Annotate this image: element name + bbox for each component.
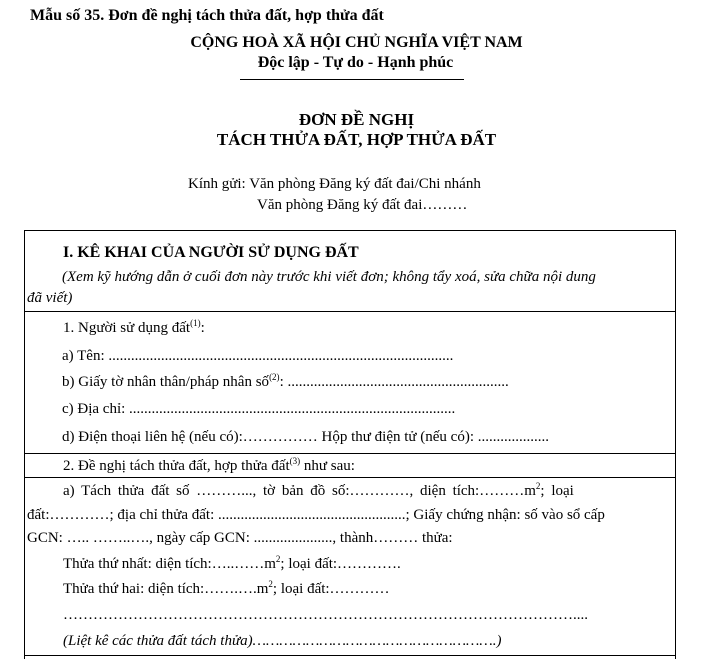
- table-right-border: [675, 230, 676, 659]
- row-divider-1: [24, 311, 676, 312]
- document-title-line1: ĐƠN ĐỀ NGHỊ: [298, 110, 415, 129]
- section-note-line1: (Xem kỹ hướng dẫn ở cuối đơn này trước khi viết đơn; không tẩy xoá, sửa chữa nội dung: [62, 269, 596, 285]
- id-document-field: b) Giấy tờ nhân thân/pháp nhân số$^{(2)}$: ...........................................................: [62, 372, 509, 390]
- section-note-line2: đã viết): [27, 290, 73, 306]
- row-divider-2: [24, 453, 676, 454]
- request-heading: 2. Đề nghị tách thửa đất, hợp thửa đất$^{(3)}$ như sau:: [63, 456, 355, 474]
- form-number-label: Mẫu số 35. Đơn đề nghị tách thửa đất, hợp thửa đất: [30, 7, 384, 24]
- split-plot-line3: GCN: ….. ……..…., ngày cấp GCN: ....................., thành……… thửa:: [27, 530, 453, 546]
- row-divider-4: [24, 655, 676, 656]
- plot-one-field: Thửa thứ nhất: diện $tích:\dots..\dots\dots m^2$; loại đất:………….: [63, 554, 401, 572]
- list-plots-note: (Liệt kê các thửa đất tách thửa)……………………………………………….): [63, 633, 502, 649]
- plot-two-field: Thửa thứ hai: diện $tích:\dots\dots.\dots.m^2$; loại đất:…………: [63, 579, 390, 597]
- table-left-border: [24, 230, 25, 659]
- address-field: c) Địa chỉ: .......................................................................................: [62, 401, 456, 417]
- name-field: a) Tên: ............................................................................................: [62, 348, 454, 364]
- motto-underline: [240, 79, 464, 80]
- recipient-line2: Văn phòng Đăng ký đất đai………: [257, 197, 468, 213]
- row-divider-3: [24, 477, 676, 478]
- section-heading: I. KÊ KHAI CỦA NGƯỜI SỬ DỤNG ĐẤT: [63, 244, 359, 261]
- split-plot-line2: đất:…………; địa chỉ thửa đất: ..................................................; Giấy chứng nhận: số vào sổ cấp: [27, 507, 605, 523]
- recipient-line1: Kính gửi: Văn phòng Đăng ký đất đai/Chi nhánh: [188, 176, 481, 192]
- country-name: CỘNG HOÀ XÃ HỘI CHỦ NGHĨA VIỆT NAM: [190, 34, 523, 51]
- table-top-border: [24, 230, 676, 231]
- document-title-line2: TÁCH THỬA ĐẤT, HỢP THỬA ĐẤT: [216, 130, 497, 149]
- split-plot-line1: a) Tách thửa đất số ………..., tờ bản đồ số:…………, diện $tích:\dots\dots\dots m^2$; loại: [63, 481, 574, 499]
- additional-plots-dots: …………………………………………………………………………………………....: [63, 607, 588, 623]
- land-user-heading: 1. Người sử dụng đất$^{(1)}$:: [63, 318, 205, 336]
- national-motto: Độc lập - Tự do - Hạnh phúc: [257, 54, 454, 71]
- contact-field: d) Điện thoại liên hệ (nếu có):…………… Hộp thư điện tử (nếu có): ...................: [62, 429, 549, 445]
